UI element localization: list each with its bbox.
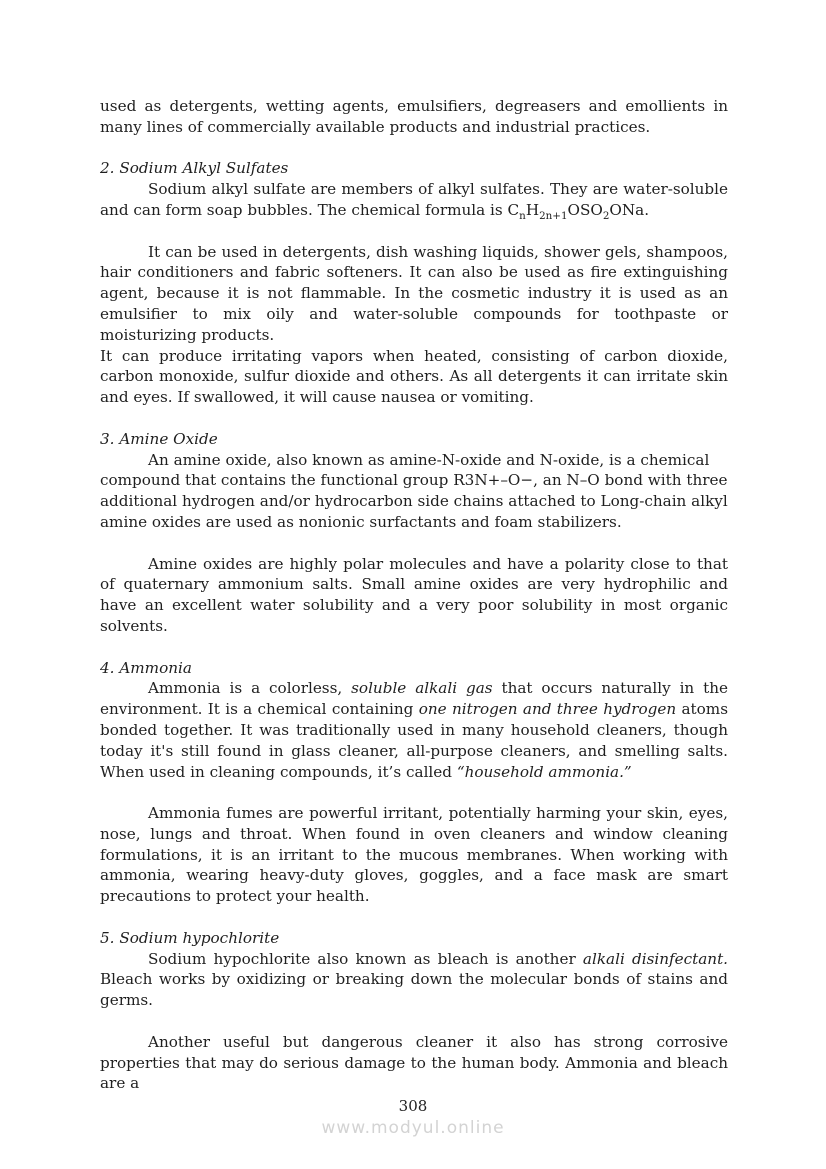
text-run: 5. Sodium hypochlorite [100,928,280,947]
text-run: Sodium hypochlorite also known as bleach is another [148,949,583,968]
text-run: Sodium alkyl sulfate are members of alkyl sulfates. They are water-soluble and can form soap bubbles. The chemical formula is C [100,180,728,219]
text-run: that occurs naturally in the environment. It is a chemical containing [100,679,728,719]
text-run: 3. Amine Oxide [100,429,218,448]
section-heading [100,658,728,679]
text-run: H [525,200,540,219]
text-run: alkali disinfectant. [582,949,729,968]
section-heading [100,158,728,179]
paragraph [100,554,728,637]
section-heading [100,429,728,450]
text-run: atoms bonded together. It was traditionally used in many household cleaners, though today it's still found in glass cleaner, all-purpose cleaners, and smelling salts. When used in cleaning compounds, it’s called [100,700,728,781]
paragraph [100,450,728,533]
text-run: 2. Sodium Alkyl Sulfates [100,159,289,178]
text-run: It can produce irritating vapors when heated, consisting of carbon dioxide, carbon monoxide, sulfur dioxide and others. As all detergents it can irritate skin and eyes. If swallowed, it will cause nausea or vomiting. [100,346,728,407]
text-run: It can be used in detergents, dish washing liquids, shower gels, shampoos, hair conditioners and fabric softeners. It can also be used as fire extinguishing agent, because it is not flammable. In the cosmetic industry it is used as an emulsifier to mix oily and water-soluble compounds for toothpaste or moisturizing products. [100,242,728,344]
text-run: “household ammonia.” [456,762,632,781]
text-run: 4. Ammonia [100,658,192,677]
text-run: soluble alkali gas [351,679,493,698]
text-run: OSO [567,200,603,219]
page-number: 308 [398,1097,428,1115]
document-body [100,96,728,1094]
text-run: Another useful but dangerous cleaner it also has strong corrosive properties that may do serious damage to the human body. Ammonia and bleach are a [100,1032,728,1093]
paragraph [100,242,728,346]
text-run: one nitrogen and three hydrogen [418,700,677,719]
formula-subscript: 2n+1 [539,210,568,223]
paragraph [100,949,728,1011]
paragraph [100,179,728,221]
paragraph [100,678,728,782]
formula-subscript: n [519,210,526,223]
text-run: Amine oxides are highly polar molecules and have a polarity close to that of quaternary ammonium salts. Small amine oxides are very hydrophilic and have an excellent water solubility and a very poor solubility in most organic solvents. [100,554,728,635]
paragraph [100,346,728,408]
paragraph [100,96,728,138]
watermark-url: www.modyul.online [321,1118,505,1138]
paragraph [100,803,728,907]
text-run: ONa. [609,200,650,219]
text-run: Bleach works by oxidizing or breaking down the molecular bonds of stains and germs. [100,970,728,1010]
section-heading [100,928,728,949]
text-run: Ammonia fumes are powerful irritant, potentially harming your skin, eyes, nose, lungs and throat. When found in oven cleaners and window cleaning formulations, it is an irritant to the mucous membranes. When working with ammonia, wearing heavy-duty gloves, goggles, and a face mask are smart precautions to protect your health. [100,804,728,906]
paragraph [100,1032,728,1094]
text-run: used as detergents, wetting agents, emulsifiers, degreasers and emollients in many lines of commercially available products and industrial practices. [100,97,728,136]
text-run: Ammonia is a colorless, [148,679,352,698]
formula-subscript: 2 [602,210,610,223]
text-run: An amine oxide, also known as amine-N-oxide and N-oxide, is a chemical compound that contains the functional group R3N+–O−, an N–O bond with three additional hydrogen and/or hydrocarbon side chains attached to Long-chain alkyl amine oxides are used as nonionic surfactants and foam stabilizers. [100,450,728,531]
